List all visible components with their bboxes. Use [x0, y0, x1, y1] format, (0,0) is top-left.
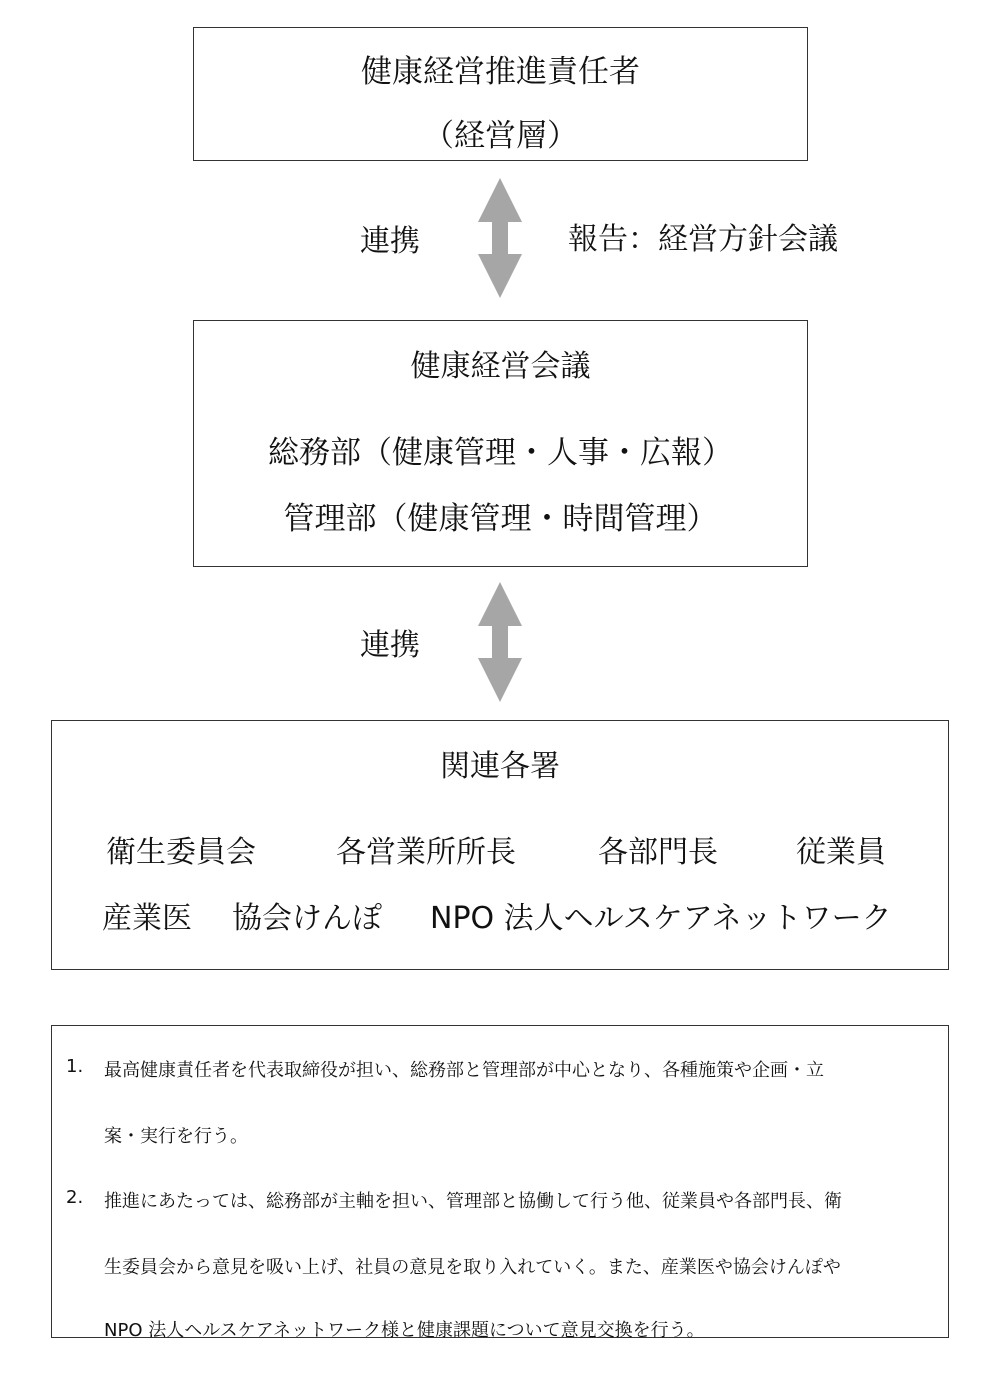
departments-row-1	[52, 827, 948, 870]
management-dept-line: 管理部（健康管理・時間管理）	[283, 501, 718, 537]
link1-right-label: 報告：経営方針会議	[568, 222, 838, 257]
bidirectional-arrow-icon-1	[470, 172, 530, 304]
note-number: 1.	[66, 1056, 84, 1077]
dept-item: NPO 法人ヘルスケアネットワーク	[430, 901, 892, 936]
note-line: 生委員会から意見を吸い上げ、社員の意見を取り入れていく。また、産業医や協会けんぽや	[104, 1257, 841, 1278]
dept-item: 各部門長	[598, 835, 718, 870]
note-line: 案・実行を行う。	[104, 1126, 248, 1147]
bidirectional-arrow-icon-2	[470, 576, 530, 708]
note-line: NPO 法人ヘルスケアネットワーク様と健康課題について意見交換を行う。	[104, 1320, 705, 1341]
health-meeting-box	[193, 320, 808, 567]
executive-box	[193, 27, 808, 161]
dept-item: 従業員	[796, 835, 886, 870]
dept-item: 各営業所所長	[336, 835, 516, 870]
health-meeting-title: 健康経営会議	[410, 349, 591, 384]
link1-left-label: 連携	[360, 224, 420, 259]
link2-left-label: 連携	[360, 628, 420, 663]
dept-item: 産業医	[102, 901, 192, 936]
executive-title: 健康経営推進責任者	[361, 54, 640, 90]
note-line: 推進にあたっては、総務部が主軸を担い、管理部と協働して行う他、従業員や各部門長、衛	[104, 1191, 842, 1212]
dept-item: 協会けんぽ	[232, 901, 382, 936]
general-affairs-line: 総務部（健康管理・人事・広報）	[268, 435, 733, 471]
departments-row-2	[52, 893, 948, 936]
executive-subtitle: （経営層）	[423, 118, 578, 154]
note-number: 2.	[66, 1187, 84, 1208]
note-line: 最高健康責任者を代表取締役が担い、総務部と管理部が中心となり、各種施策や企画・立	[104, 1060, 824, 1081]
dept-item: 衛生委員会	[106, 835, 256, 870]
related-departments-box	[51, 720, 949, 970]
notes-box	[51, 1025, 949, 1341]
related-departments-title: 関連各署	[440, 749, 560, 784]
